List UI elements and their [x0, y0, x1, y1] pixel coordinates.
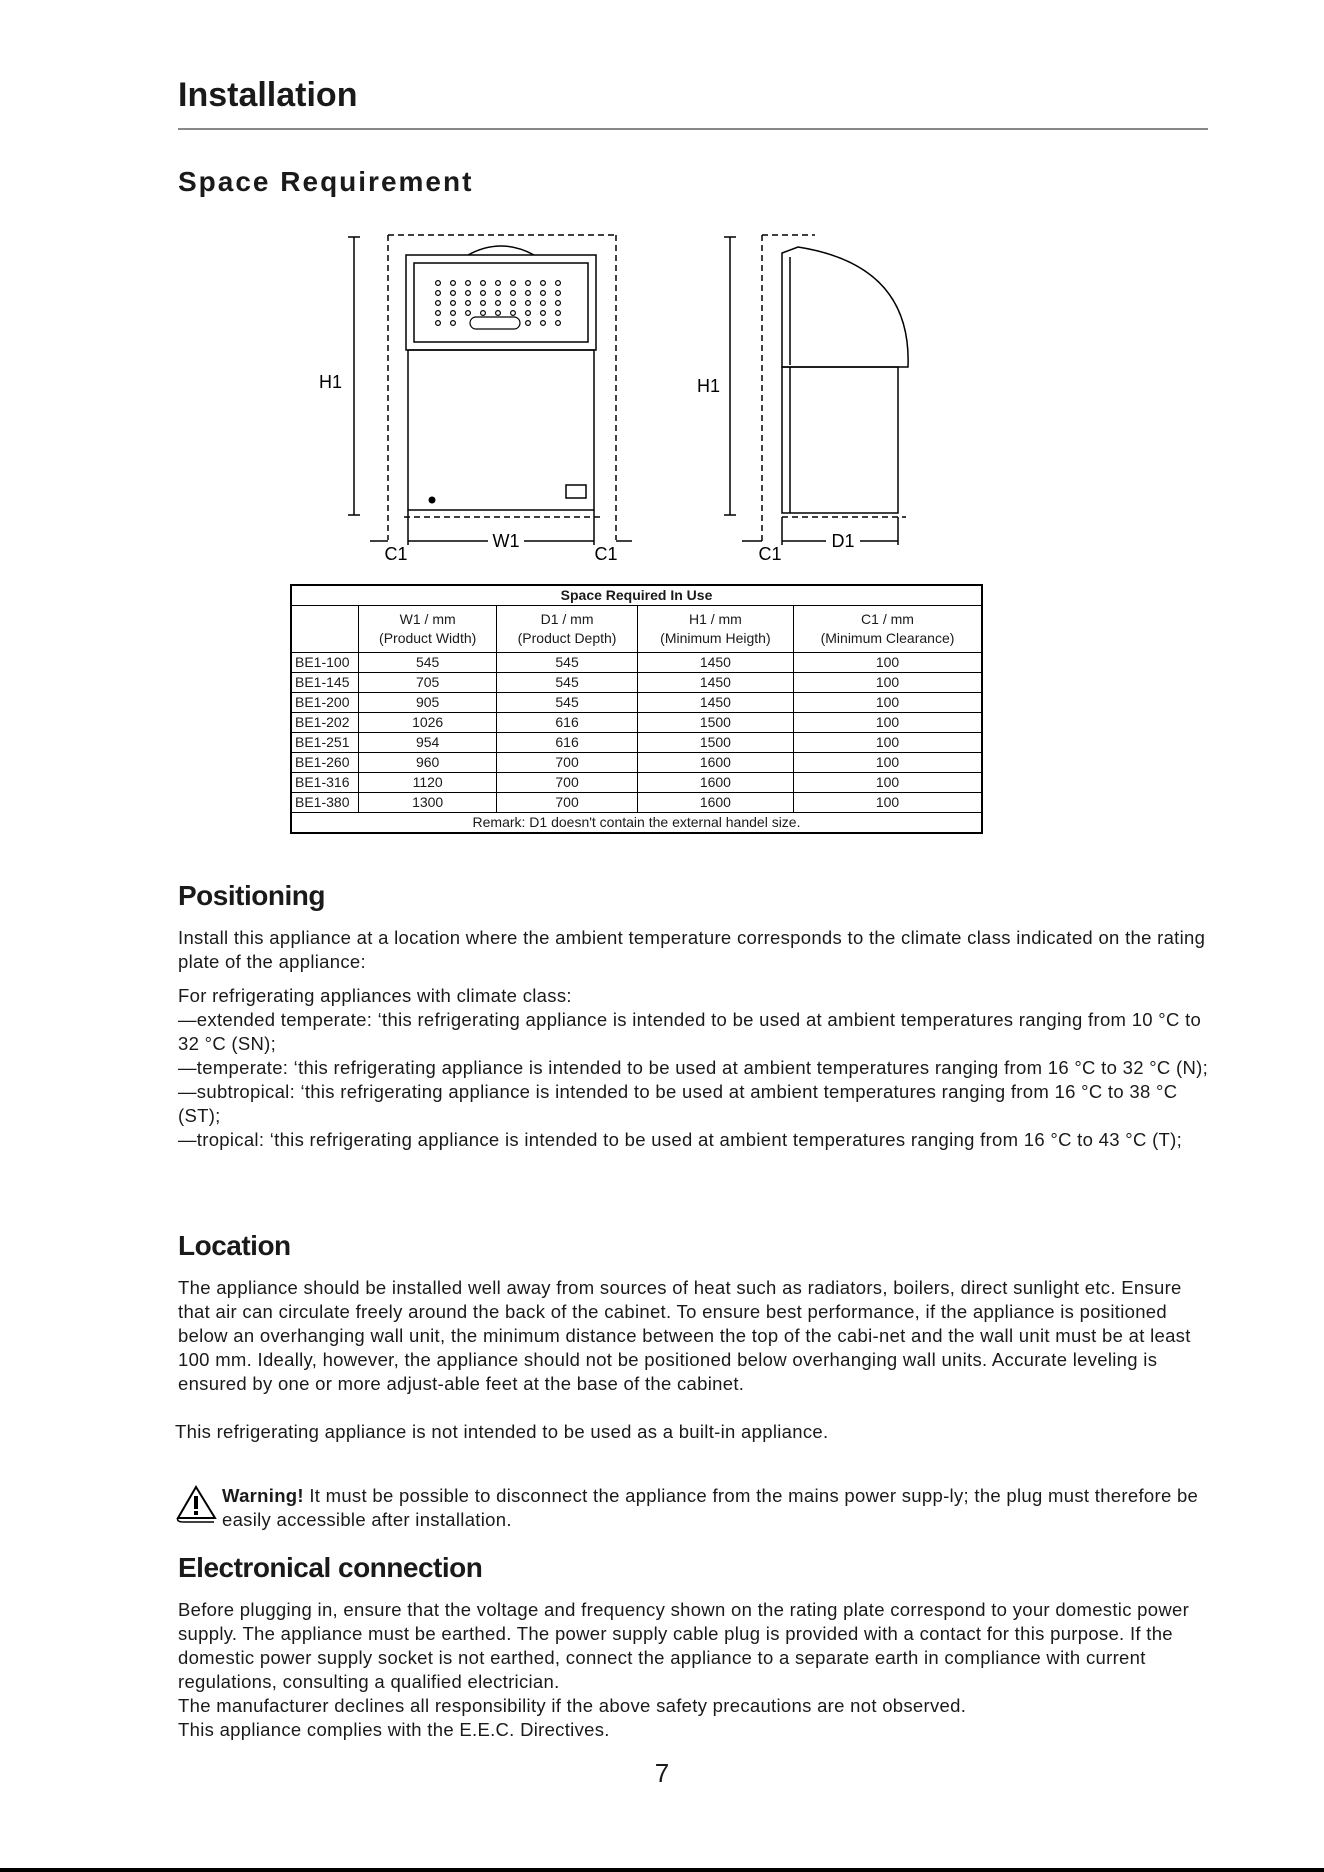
- c1-left-label: C1: [384, 544, 408, 564]
- space-requirement-table: [290, 584, 983, 834]
- w1-label: W1: [492, 531, 520, 551]
- location-body: The appliance should be installed well away from sources of heat such as radiators, boilers, direct sunlight etc. Ensure that air can circulate freely around the back of the cabinet. To ensure best performance, if the appliance is positioned below an overhanging wall unit, the minimum distance between the top of the cabi-net and the wall unit must be at least 100 mm. Ideally, however, the appliance should not be positioned below overhanging wall units. Accurate leveling is ensured by one or more adjust-able feet at the base of the cabinet.: [178, 1277, 1191, 1394]
- table-row: BE1-251 954 616 1500 100: [291, 733, 982, 753]
- positioning-intro: Install this appliance at a location where the ambient temperature corresponds to the climate class indicated on the rating plate of the appliance:: [178, 927, 1206, 972]
- list-item: —tropical: ‘this refrigerating appliance is intended to be used at ambient temperatures ranging from 16 °C to 43 °C (T);: [178, 1129, 1183, 1150]
- climate-class-lead: For refrigerating appliances with climate class:: [178, 985, 572, 1006]
- h1-front-label: H1: [318, 372, 342, 392]
- climate-class-list: [178, 984, 1210, 1152]
- table-header-row: [291, 606, 982, 653]
- c1-right-label: C1: [594, 544, 618, 564]
- col-header-d1: D1 / mm (Product Depth): [497, 606, 637, 653]
- table-row: BE1-260 960 700 1600 100: [291, 753, 982, 773]
- col-header-w1: W1 / mm (Product Width): [359, 606, 497, 653]
- table-row: BE1-100 545 545 1450 100: [291, 653, 982, 673]
- col-header-c1: C1 / mm (Minimum Clearance): [794, 606, 983, 653]
- table-row: BE1-316 1120 700 1600 100: [291, 773, 982, 793]
- table-row: BE1-202 1026 616 1500 100: [291, 713, 982, 733]
- page-number: 7: [654, 1758, 670, 1788]
- table-remark: Remark: D1 doesn't contain the external handel size.: [291, 813, 982, 834]
- table-caption: Space Required In Use: [291, 585, 982, 606]
- warning-triangle-icon: [174, 1484, 218, 1524]
- c1-side-label: C1: [758, 544, 782, 564]
- col-header-h1: H1 / mm (Minimum Heigth): [637, 606, 793, 653]
- freezer-lid-side-open: [782, 247, 908, 367]
- page-bottom-border: [0, 1868, 1324, 1872]
- list-item: —extended temperate: ‘this refrigerating appliance is intended to be used at ambient temperatures ranging from 10 °C to 32 °C (SN);: [178, 1009, 1202, 1054]
- location-note: This refrigerating appliance is not intended to be used as a built-in appliance.: [175, 1421, 829, 1442]
- location-heading: Location: [178, 1230, 291, 1261]
- space-requirement-heading: Space Requirement: [178, 166, 474, 197]
- positioning-heading: Positioning: [178, 880, 325, 911]
- page-title: Installation: [178, 76, 358, 114]
- h1-side-label: H1: [696, 376, 720, 396]
- freezer-lid-front: [406, 255, 596, 350]
- freezer-cabinet-side: [782, 367, 898, 513]
- table-row: BE1-380 1300 700 1600 100: [291, 793, 982, 813]
- list-item: —temperate: ‘this refrigerating appliance is intended to be used at ambient temperatures ranging from 16 °C to 32 °C (N);: [178, 1057, 1209, 1078]
- table-row: BE1-200 905 545 1450 100: [291, 693, 982, 713]
- d1-label: D1: [831, 531, 855, 551]
- list-item: —subtropical: ‘this refrigerating appliance is intended to be used at ambient temperatures ranging from 16 °C to 38 °C (ST);: [178, 1081, 1178, 1126]
- space-requirement-diagram: [318, 225, 930, 575]
- table-row: BE1-145 705 545 1450 100: [291, 673, 982, 693]
- electrical-heading: Electronical connection: [178, 1552, 483, 1583]
- electrical-body: Before plugging in, ensure that the voltage and frequency shown on the rating plate correspond to your domestic power supply. The appliance must be earthed. The power supply cable plug is provided with a contact for this purpose. If the domestic power supply socket is not earthed, connect the appliance to a separate earth in compliance with current regulations, consulting a qualified electrician. The manufacturer declines all responsibility if the above safety precautions are not observed. This appliance complies with the E.E.C. Directives.: [178, 1599, 1190, 1740]
- warning-text: Warning! It must be possible to disconnect the appliance from the mains power supp-ly; the plug must therefore be easily accessible after installation.: [222, 1485, 1199, 1530]
- title-divider: [178, 128, 1208, 130]
- warning-label: Warning!: [222, 1485, 304, 1506]
